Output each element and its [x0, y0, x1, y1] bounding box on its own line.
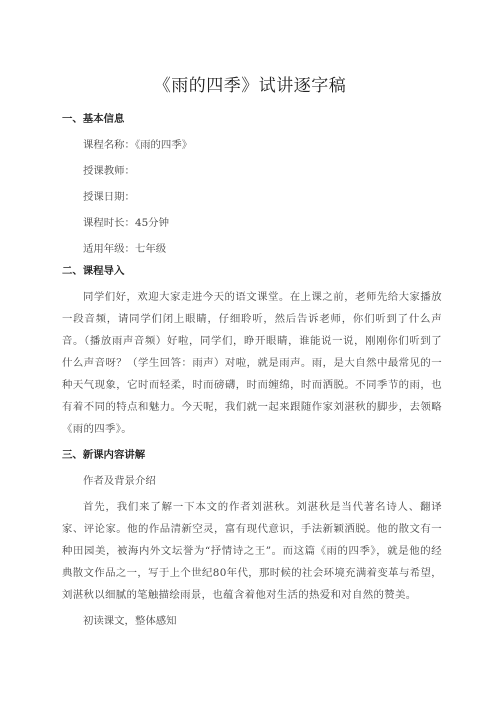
subheading-first-reading: 初读课文，整体感知	[83, 615, 177, 627]
section-heading-new-lesson: 三、新课内容讲解	[62, 449, 146, 461]
grade-field: 适用年级：七年级	[83, 243, 167, 255]
document-title: 《雨的四季》试讲逐字稿	[153, 76, 347, 96]
section-heading-basic-info: 一、基本信息	[62, 113, 125, 125]
section-heading-intro: 二、课程导入	[62, 265, 125, 277]
date-field: 授课日期：	[83, 191, 135, 203]
author-paragraph: 首先，我们来了解一下本文的作者刘湛秋。刘湛秋是当代著名诗人、翻译家、评论家。他的作品清新空灵，富有现代意识，手法新颖洒脱。他的散文有一种田园美，被海内外文坛誉为“抒情诗之王”。而这篇《雨的四季》，就是他的经典散文作品之一，写于上个世纪80年代，那时候的社会环境充满着变革与希望，刘湛秋以细腻的笔触描绘雨景，也蕴含着他对生活的热爱和对自然的赞美。	[62, 501, 442, 601]
teacher-field: 授课教师：	[83, 165, 135, 177]
intro-paragraph: 同学们好，欢迎大家走进今天的语文课堂。在上课之前，老师先给大家播放一段音频，请同学们闭上眼睛，仔细聆听，然后告诉老师，你们听到了什么声音。（播放雨声音频）好啦，同学们，睁开眼睛，谁能说一说，刚刚你们听到了什么声音呀？（学生回答：雨声）对啦，就是雨声。雨，是大自然中最常见的一种天气现象，它时而轻柔，时而磅礴，时而缠绵，时而洒脱。不同季节的雨，也有着不同的特点和魅力。今天呢，我们就一起来跟随作家刘湛秋的脚步，去领略《雨的四季》。	[62, 291, 442, 435]
duration-field: 课程时长：45分钟	[83, 217, 169, 229]
subheading-author-background: 作者及背景介绍	[83, 475, 156, 487]
document-body	[62, 108, 442, 632]
course-name: 课程名称：《雨的四季》	[83, 139, 193, 151]
